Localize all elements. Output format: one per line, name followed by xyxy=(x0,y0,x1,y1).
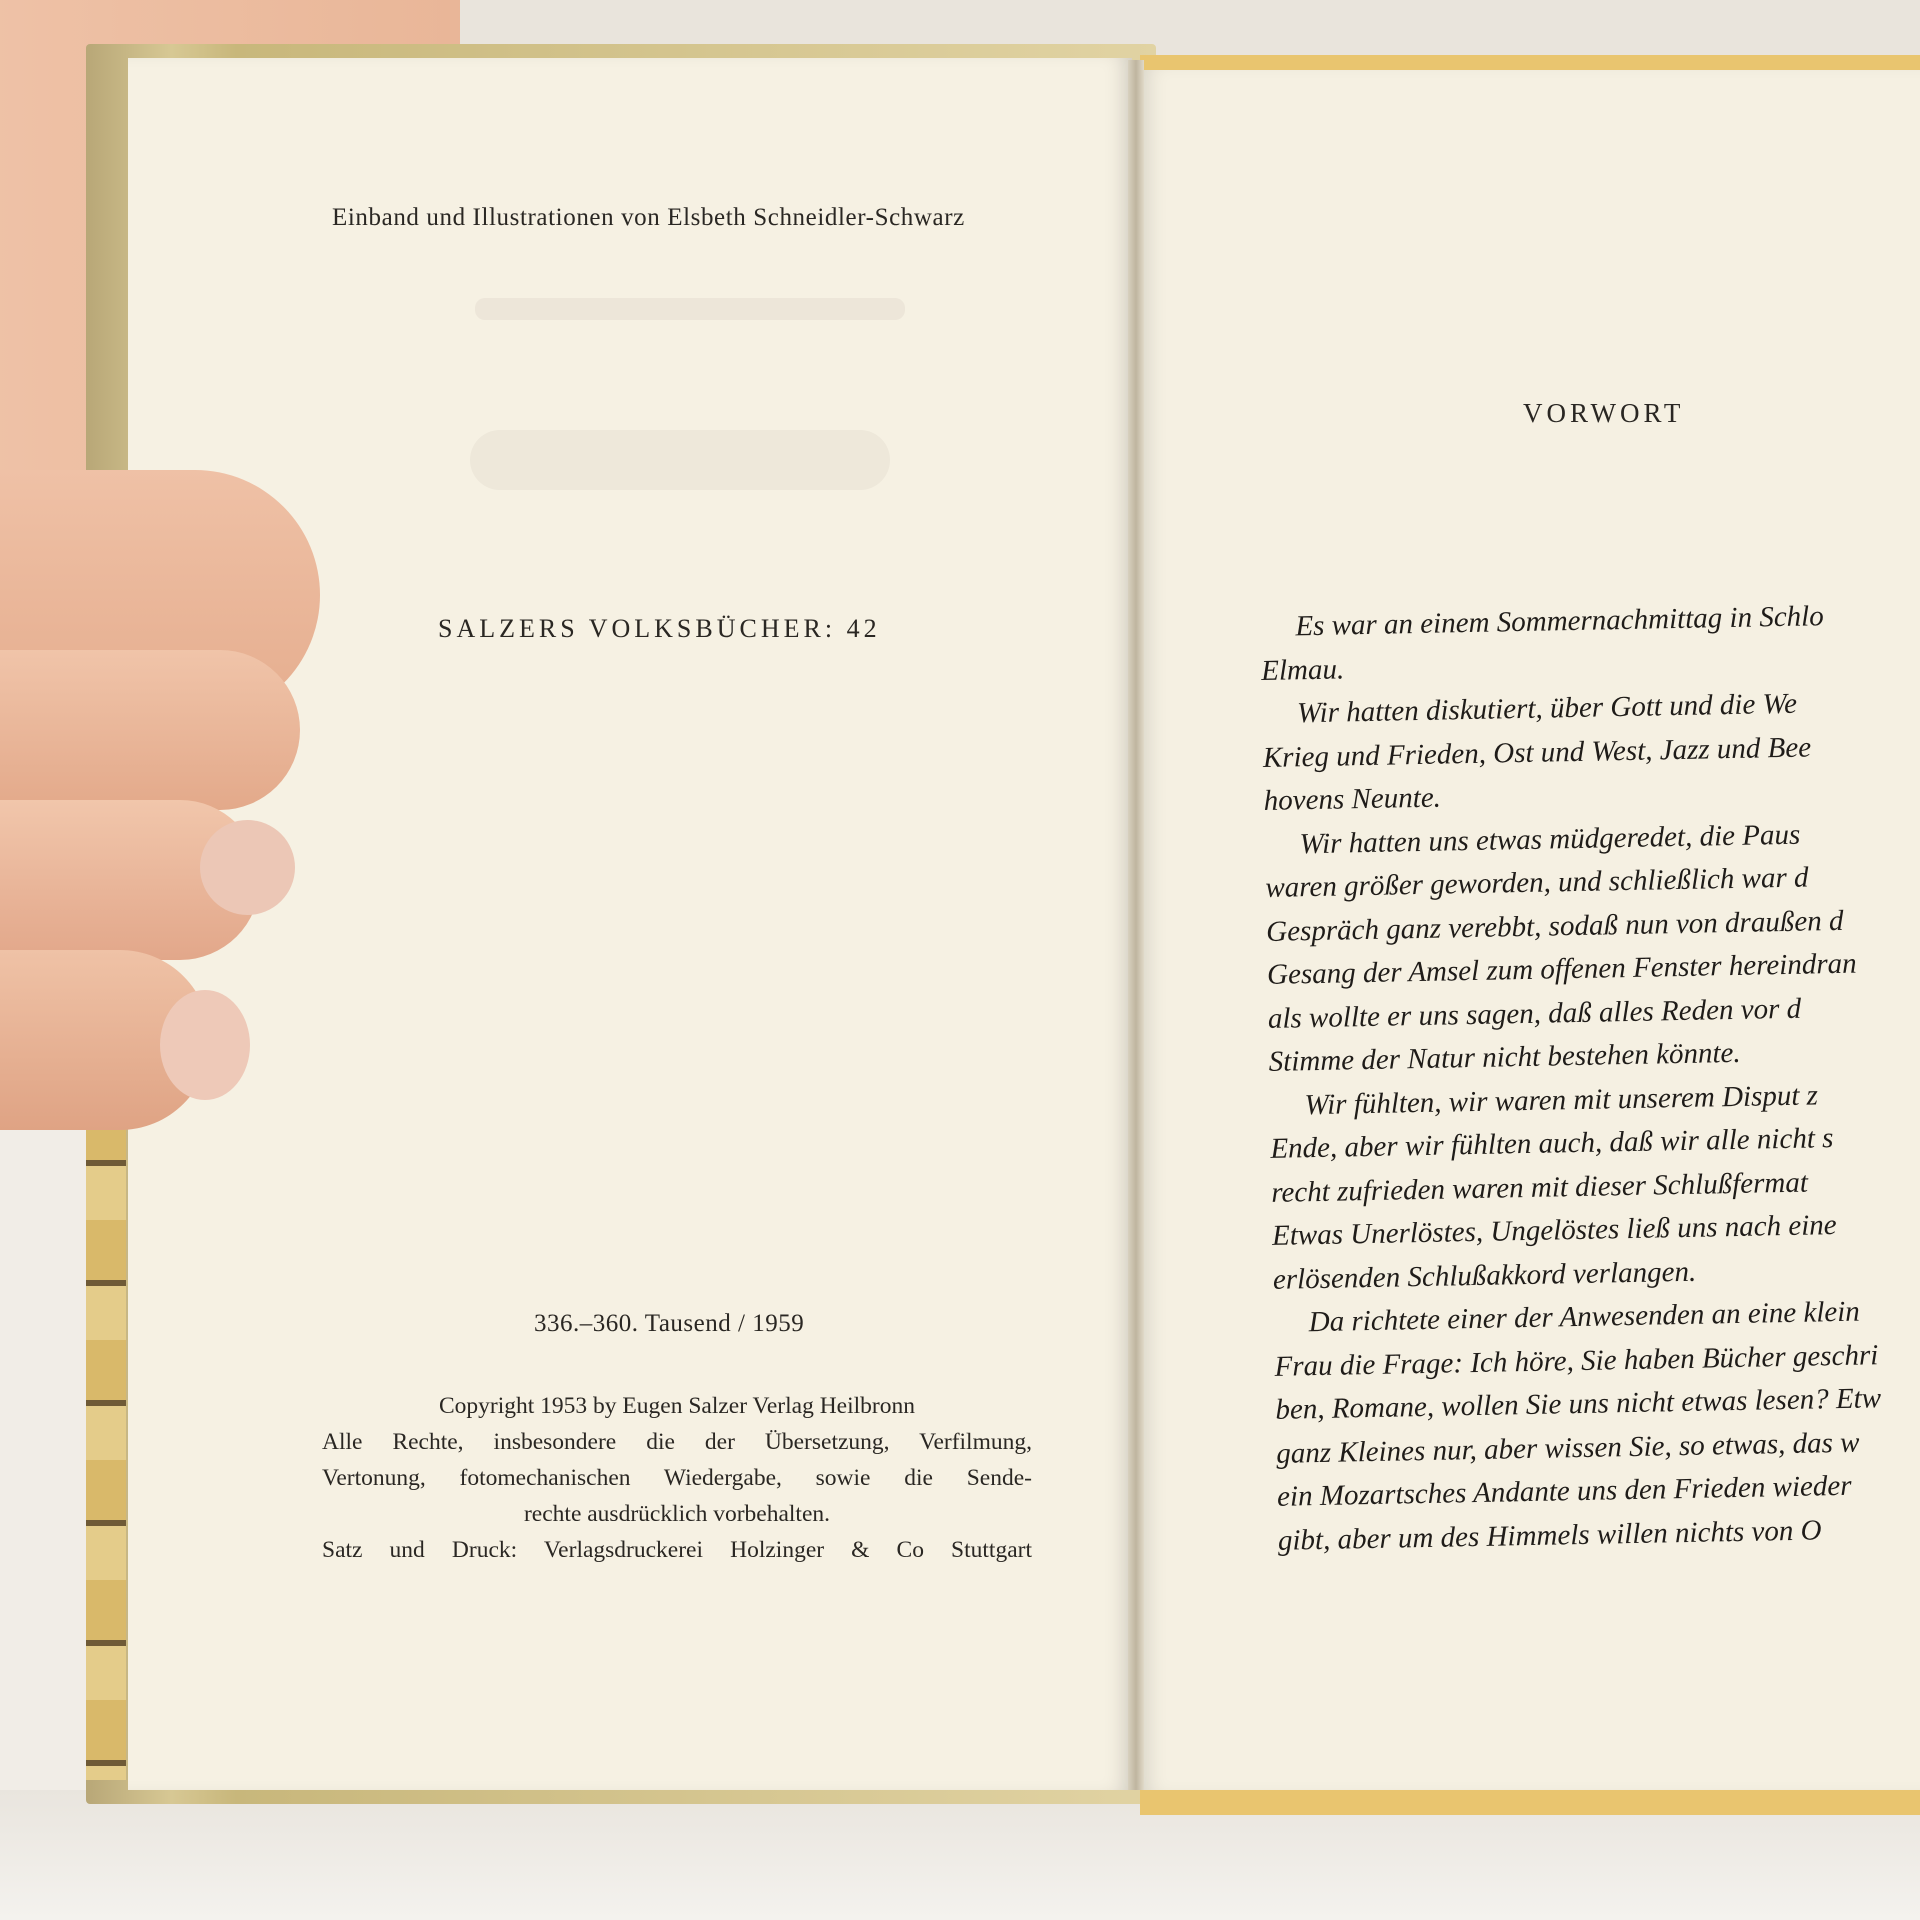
text-line: Elmau. xyxy=(1260,652,1345,687)
copyright-line: Copyright 1953 by Eugen Salzer Verlag Heilbronn xyxy=(438,1393,915,1419)
text-line: als wollte er uns sagen, daß alles Reden vor d xyxy=(1267,992,1802,1035)
text-line: Stimme der Natur nicht bestehen könnte. xyxy=(1268,1036,1741,1078)
foreword-text xyxy=(1260,593,1920,1563)
text-line: Gespräch ganz verebbt, sodaß nun von draußen d xyxy=(1265,904,1844,948)
copyright-line: rechte ausdrücklich vorbehalten. xyxy=(523,1501,831,1527)
text-line: gibt, aber um des Himmels willen nichts von O xyxy=(1277,1513,1822,1557)
text-line: hovens Neunte. xyxy=(1263,781,1442,817)
text-line: Ende, aber wir fühlten auch, daß wir alle nicht s xyxy=(1270,1122,1834,1165)
show-through-text xyxy=(475,298,905,320)
text-line: ein Mozartsches Andante uns den Frieden wieder xyxy=(1276,1469,1852,1513)
copyright-line: Vertonung, fotomechanischen Wiedergabe, sowie die Sende- xyxy=(322,1465,1032,1491)
fingernail xyxy=(160,990,250,1100)
text-line: Es war an einem Sommernachmittag in Schlo xyxy=(1295,600,1824,643)
copyright-line: Satz und Druck: Verlagsdruckerei Holzinger & Co Stuttgart xyxy=(322,1537,1032,1563)
text-line: erlösenden Schlußakkord verlangen. xyxy=(1272,1255,1697,1296)
text-line: Wir fühlten, wir waren mit unserem Disput z xyxy=(1304,1078,1819,1121)
show-through-title xyxy=(470,430,890,490)
text-line: waren größer geworden, und schließlich war d xyxy=(1265,861,1809,904)
book-gutter xyxy=(1128,60,1144,1790)
text-line: recht zufrieden waren mit dieser Schlußfermat xyxy=(1270,1166,1809,1209)
text-line: Wir hatten diskutiert, über Gott und die We xyxy=(1296,687,1798,730)
series-title: SALZERS VOLKSBÜCHER: 42 xyxy=(438,614,881,643)
text-line: Da richtete einer der Anwesenden an eine klein xyxy=(1308,1295,1861,1339)
text-line: ben, Romane, wollen Sie uns nicht etwas lesen? Etw xyxy=(1275,1382,1882,1426)
text-line: Wir hatten uns etwas müdgeredet, die Paus xyxy=(1299,818,1801,860)
text-line: Etwas Unerlöstes, Ungelöstes ließ uns nach eine xyxy=(1271,1209,1837,1252)
finger xyxy=(0,650,300,810)
text-line: ganz Kleines nur, aber wissen Sie, so etwas, das w xyxy=(1275,1426,1860,1470)
page-heading: VORWORT xyxy=(1523,398,1685,428)
print-run: 336.–360. Tausend / 1959 xyxy=(534,1310,805,1337)
cover-illustration-strip xyxy=(86,1100,126,1780)
text-line: Gesang der Amsel zum offenen Fenster hereindran xyxy=(1266,947,1857,991)
illustration-credit: Einband und Illustrationen von Elsbeth Schneidler-Schwarz xyxy=(332,204,965,231)
copyright-block xyxy=(322,1388,1032,1568)
copyright-line: Alle Rechte, insbesondere die der Übersetzung, Verfilmung, xyxy=(322,1429,1032,1455)
text-line: Krieg und Frieden, Ost und West, Jazz und Bee xyxy=(1262,730,1812,774)
text-line: Frau die Frage: Ich höre, Sie haben Bücher geschri xyxy=(1274,1338,1879,1383)
fingernail xyxy=(200,820,295,915)
